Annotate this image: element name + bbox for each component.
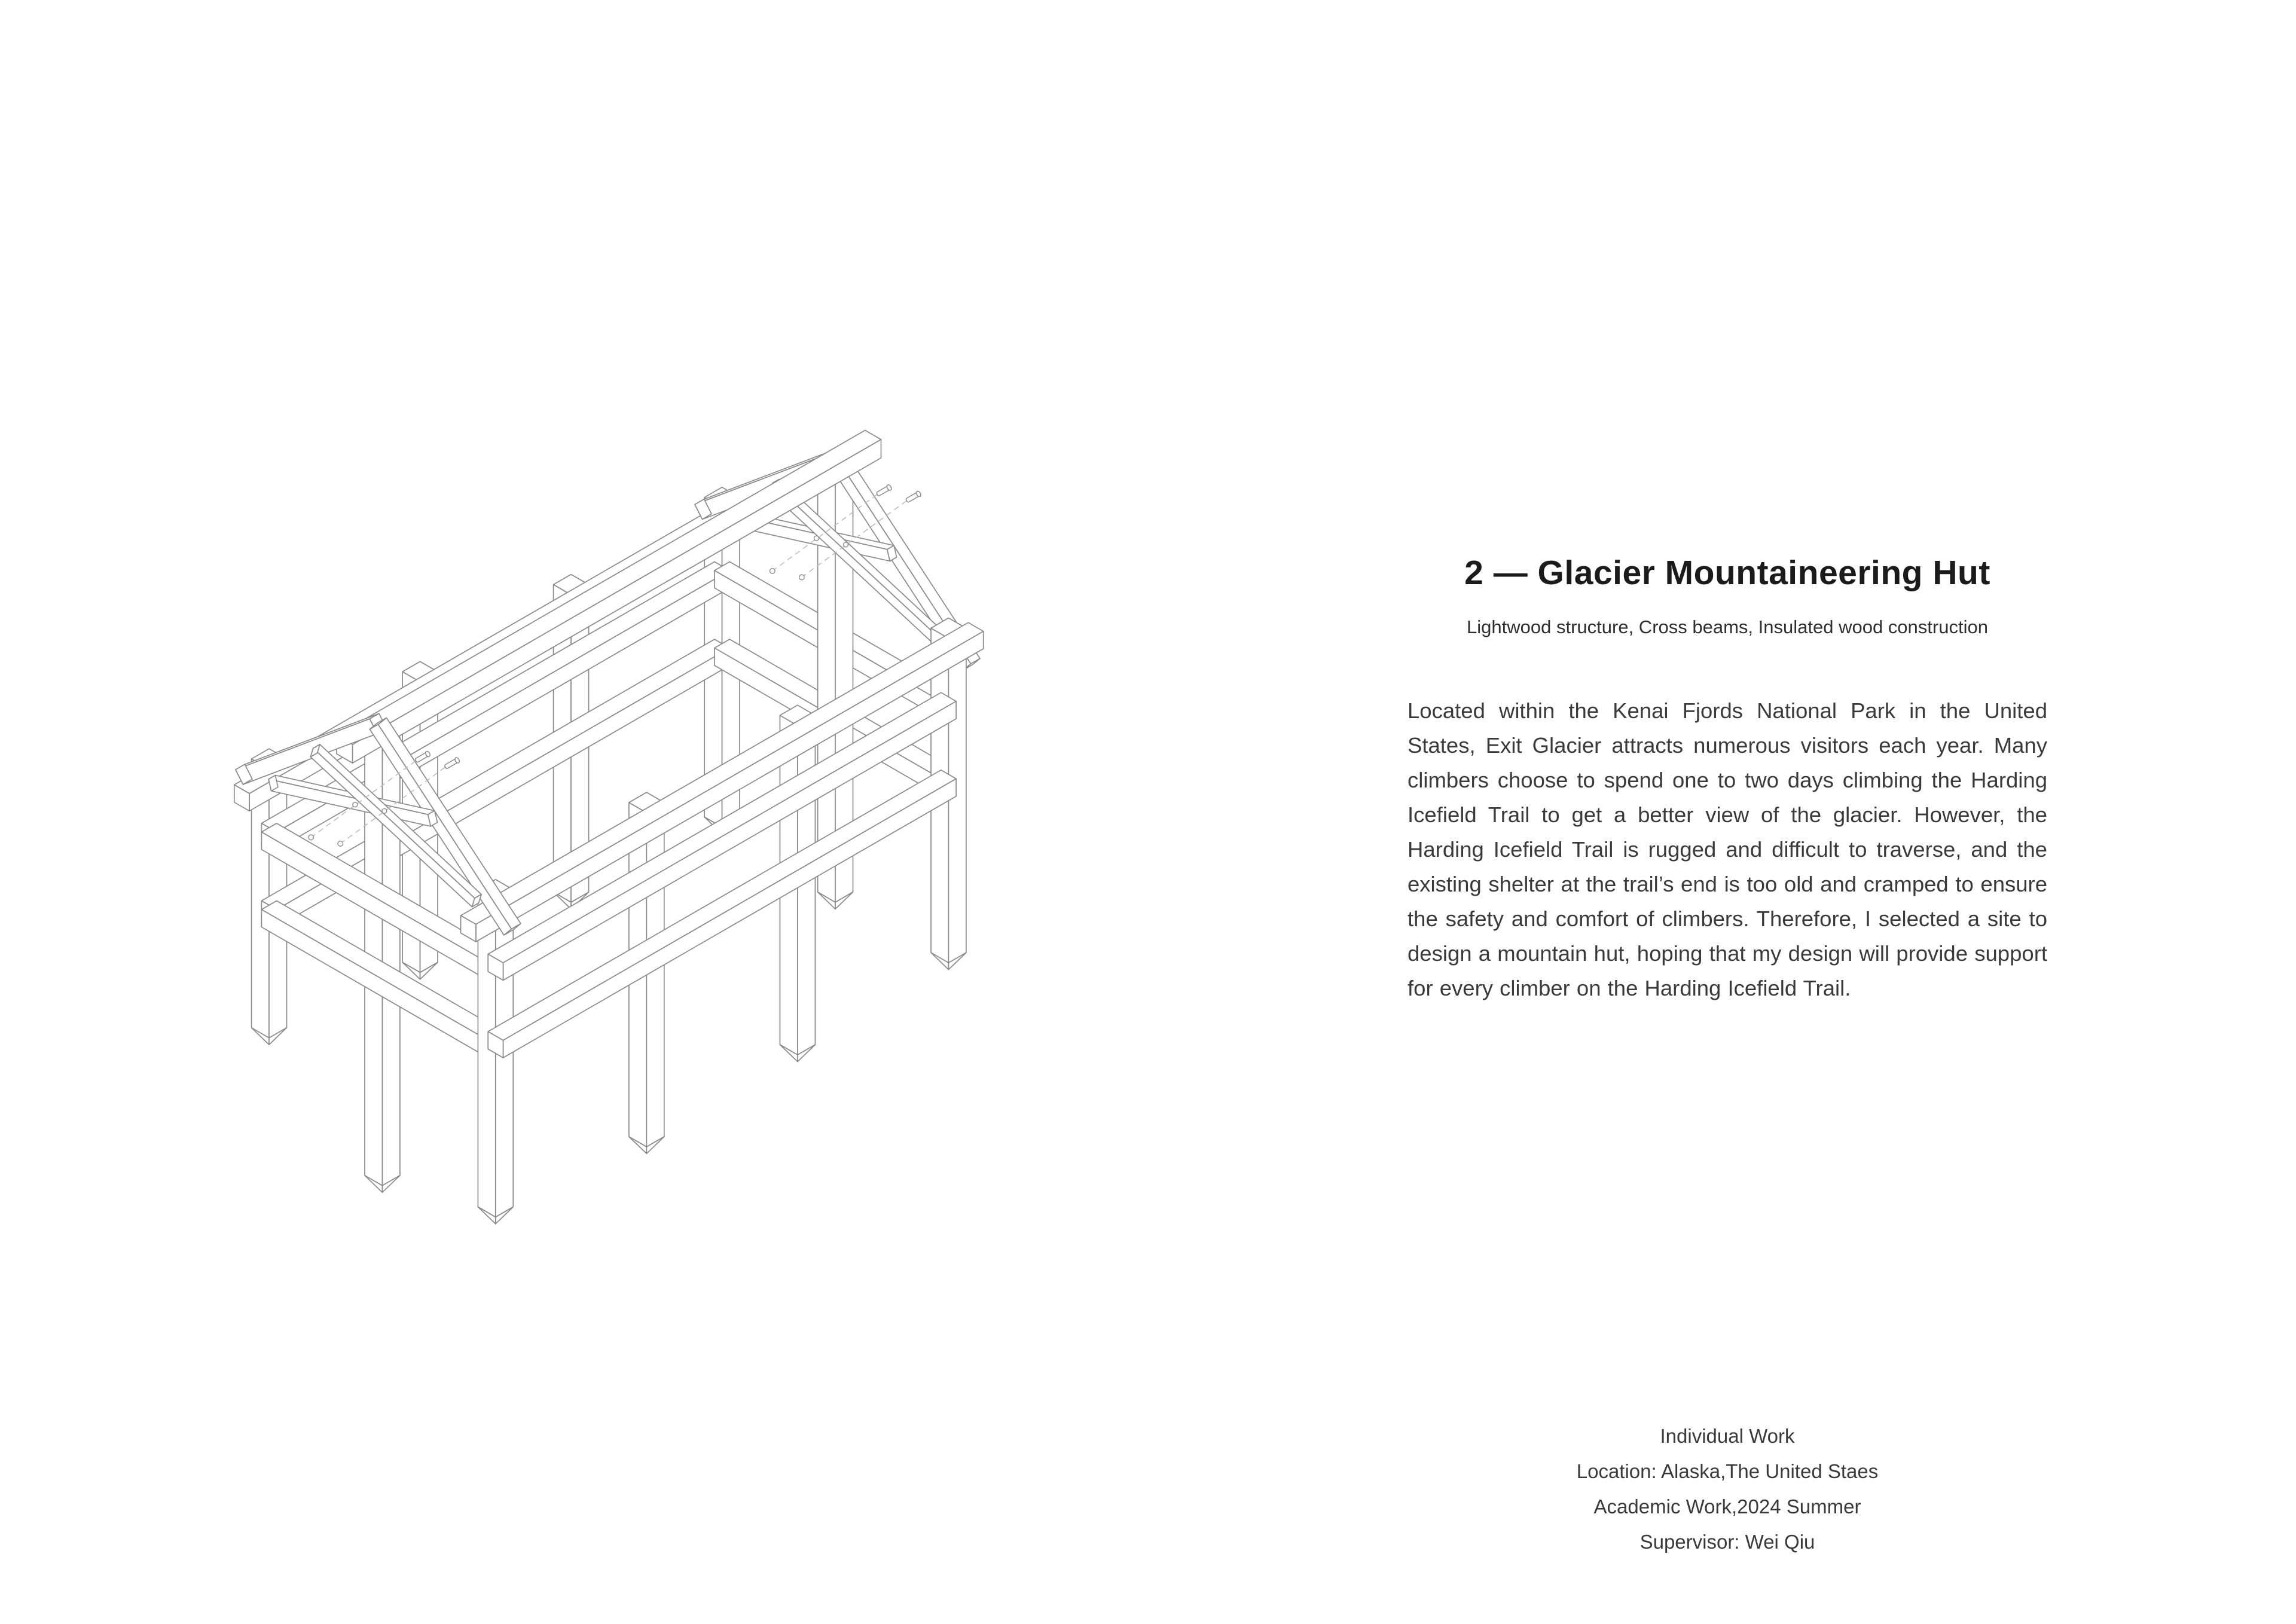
meta-line-supervisor: Supervisor: Wei Qiu	[1639, 1531, 1815, 1553]
project-meta-block	[1405, 1418, 2050, 1559]
project-title: 2 — Glacier Mountaineering Hut	[1464, 554, 1990, 592]
project-paragraph: Located within the Kenai Fjords National Park in the United States, Exit Glacier attracts numerous visitors each year. Many climbers choose to spend one to two days climbing the Harding Icefield Trail to get a better view of the glacier. However, the Harding Icefield Trail is rugged and difficult to traverse, and the existing shelter at the trail’s end is too old and cramped to ensure the safety and comfort of climbers. Therefore, I selected a site to design a mountain hut, hoping that my design will provide support for every climber on the Harding Icefield Trail.	[1407, 698, 2047, 1000]
meta-line-academic: Academic Work,2024 Summer	[1593, 1495, 1861, 1518]
meta-line-location: Location: Alaska,The United Staes	[1576, 1460, 1879, 1482]
meta-line-work-type: Individual Work	[1660, 1425, 1795, 1447]
project-subtitle: Lightwood structure, Cross beams, Insulated wood construction	[1467, 616, 1988, 637]
